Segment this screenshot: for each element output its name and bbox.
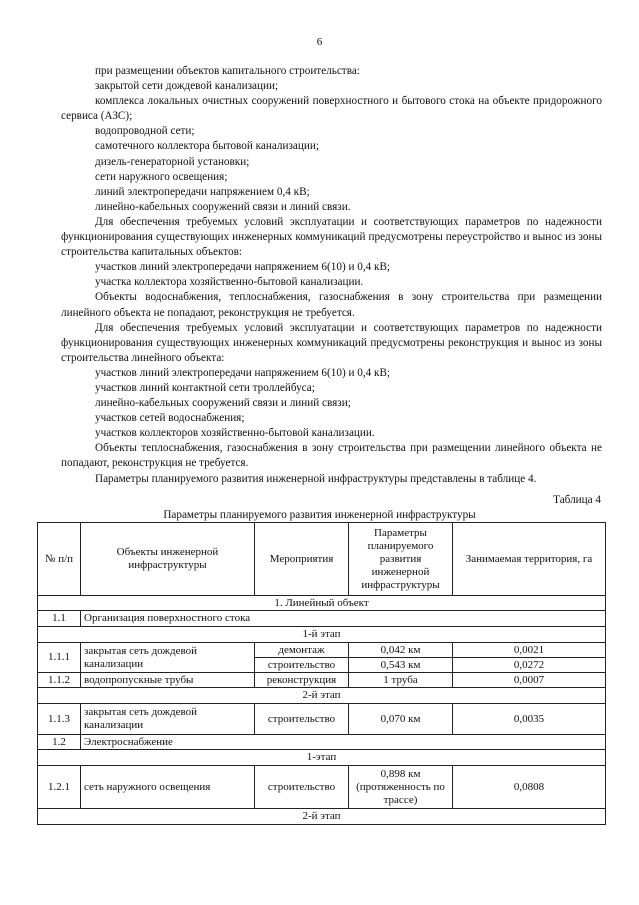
list-item: линий электропередачи напряжением 0,4 кВ; [95,185,310,198]
table-row [38,766,606,809]
stage-row [38,688,606,704]
list-item: сети наружного освещения; [95,170,228,183]
table-title: Параметры планируемого развития инженерной инфраструктуры [163,509,476,521]
row-name: Электроснабжение [81,735,606,750]
page-number: 6 [316,36,323,48]
row-area: 0,0021 [453,643,606,658]
stage-row [38,750,606,766]
row-area: 0,0272 [453,658,606,673]
table-row [38,704,606,735]
list-item: самотечного коллектора бытовой канализации; [95,140,319,153]
table-header-row [38,523,606,596]
list-item: участков сетей водоснабжения; [95,412,245,425]
infrastructure-table [37,522,606,825]
stage-row [38,809,606,825]
list-item: дизель-генераторной установки; [95,155,250,168]
list-item: при размещении объектов капитального строительства: [95,65,360,77]
row-name: закрытая сеть дождевой канализации [81,704,255,735]
list-item: участков линий электропередачи напряжением 6(10) и 0,4 кВ; [95,366,391,379]
list-item: комплекса локальных очистных сооружений поверхностного и бытового стока на объекте придорожного сервиса (АЗС); [61,95,602,123]
header-measures: Мероприятия [255,523,349,596]
paragraph: Для обеспечения требуемых условий эксплуатации и соответствующих параметров по надежности функционирования существующих инженерных коммуникаций предусмотрены реконструкция и вынос из зоны строительства линейного объекта: [61,321,602,364]
row-measure: строительство [255,766,349,809]
row-area: 0,0007 [453,673,606,688]
list-item: линейно-кабельных сооружений связи и линий связи. [95,200,351,213]
header-objects: Объекты инженерной инфраструктуры [81,523,255,596]
table-row [38,735,606,750]
row-num: 1.1.1 [38,643,81,673]
row-measure: демонтаж [255,643,349,658]
paragraph: Объекты водоснабжения, теплоснабжения, газоснабжения в зону строительства при размещении линейного объекта не попадают, реконструкция не требуется. [61,291,602,319]
row-num: 1.1.3 [38,704,81,735]
list-item: участков линий электропередачи напряжением 6(10) и 0,4 кВ; [95,261,391,274]
paragraph: Для обеспечения требуемых условий эксплуатации и соответствующих параметров по надежности функционирования существующих инженерных коммуникаций предусмотрены переустройство и вынос из зоны строительства капитальных объектов: [61,215,602,259]
row-num: 1.1 [38,611,81,627]
stage-label: 1-й этап [38,627,606,643]
row-param: 0,543 км [349,658,453,673]
list-item: участков коллекторов хозяйственно-бытовой канализации. [95,427,375,440]
stage-label: 2-й этап [38,688,606,704]
row-num: 1.2.1 [38,766,81,809]
header-area: Занимаемая территория, га [453,523,606,596]
section-row [38,596,606,611]
row-area: 0,0808 [453,766,606,809]
header-num: № п/п [38,523,81,596]
header-params: Параметры планируемого развития инженерной инфраструктуры [349,523,453,596]
row-name: Организация поверхностного стока [81,611,606,627]
table-label: Таблица 4 [553,494,601,506]
row-param: 0,070 км [349,704,453,735]
list-item: участков линий контактной сети троллейбуса; [95,381,315,394]
row-measure: реконструкция [255,673,349,688]
body-text [61,64,602,487]
table-row [38,673,606,688]
paragraph: Параметры планируемого развития инженерной инфраструктуры представлены в таблице 4. [95,472,537,485]
row-name: сеть наружного освещения [81,766,255,809]
table-row [38,611,606,627]
list-item: линейно-кабельных сооружений связи и линий связи; [95,397,351,410]
row-param: 0,898 км (протяженность по трассе) [349,766,453,809]
row-measure: строительство [255,658,349,673]
paragraph: Объекты теплоснабжения, газоснабжения в зону строительства при размещении линейного объекта не попадают, реконструкция не требуется. [61,442,602,470]
row-param: 0,042 км [349,643,453,658]
list-item: закрытой сети дождевой канализации; [95,80,279,93]
table-row [38,643,606,658]
row-measure: строительство [255,704,349,735]
list-item: водопроводной сети; [95,125,195,138]
row-param: 1 труба [349,673,453,688]
row-name: водопропускные трубы [81,673,255,688]
list-item: участка коллектора хозяйственно-бытовой канализации. [95,276,364,289]
stage-row [38,627,606,643]
row-name: закрытая сеть дождевой канализации [81,643,255,673]
section-title: 1. Линейный объект [38,596,606,611]
stage-label: 1-этап [38,750,606,766]
row-num: 1.1.2 [38,673,81,688]
row-area: 0,0035 [453,704,606,735]
stage-label: 2-й этап [38,809,606,825]
row-num: 1.2 [38,735,81,750]
